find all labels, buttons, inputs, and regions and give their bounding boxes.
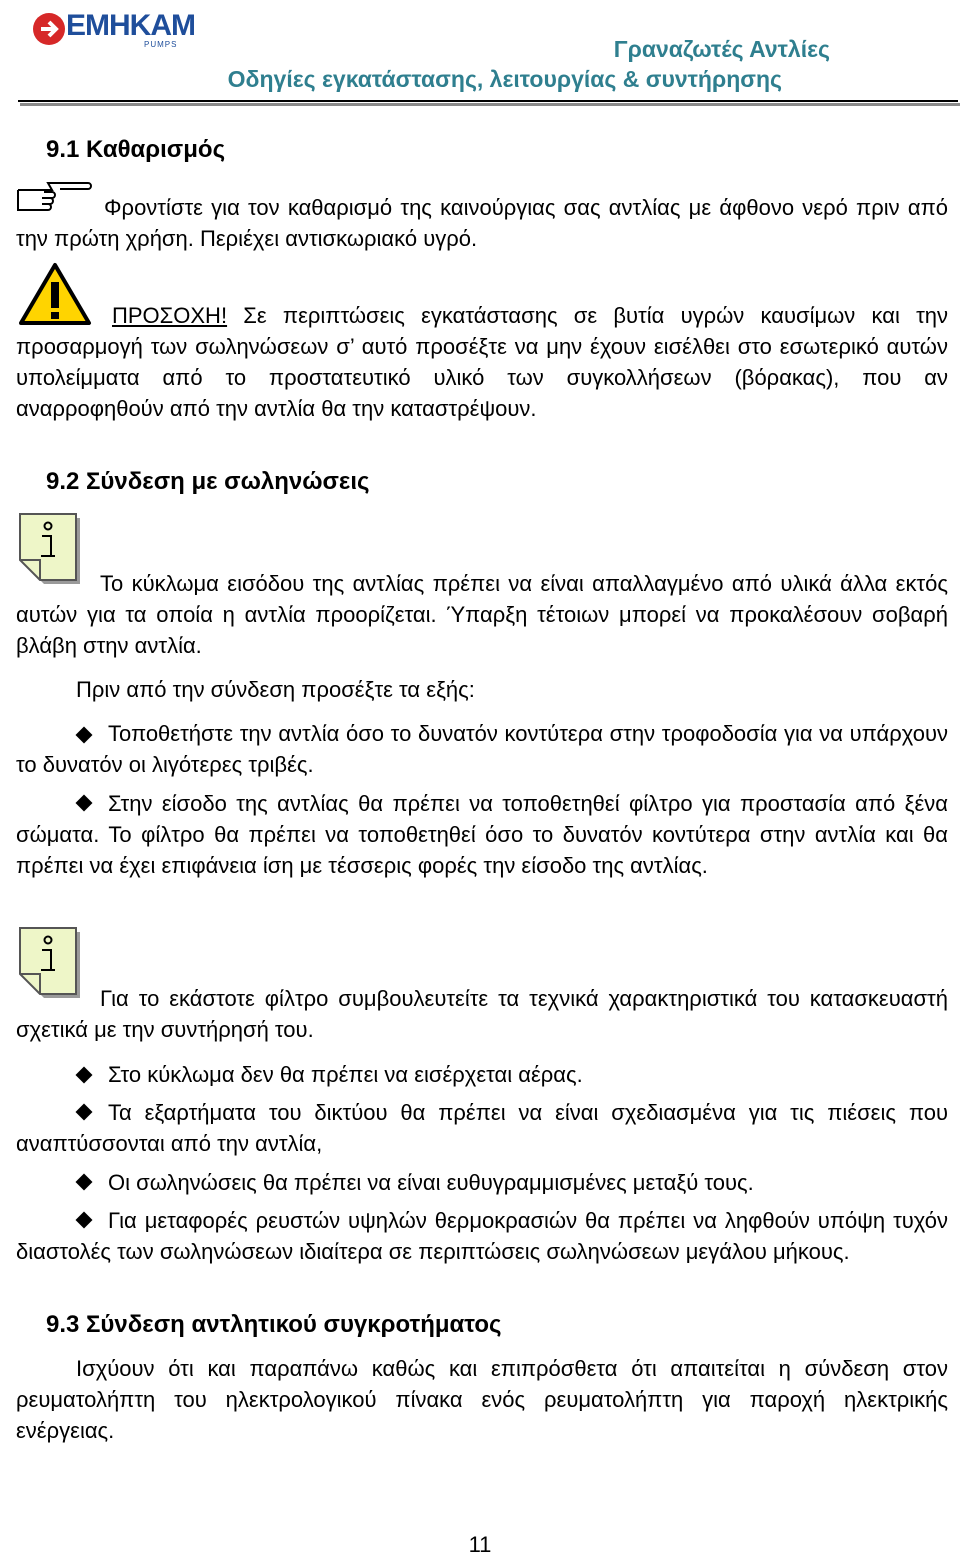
warning-label: ΠΡΟΣΟΧΗ! — [112, 303, 228, 328]
logo-text: EMHKAM — [66, 9, 195, 42]
list-item: Για μεταφορές ρευστών υψηλών θερμοκρασιών θα πρέπει να ληφθούν υπόψη τυχόν διαστολές των σωληνώσεων ιδιαίτερα σε περιπτώσεις σωληνώσεων μεγάλου μήκους. — [16, 1208, 948, 1264]
cleaning-note: Φροντίστε για τον καθαρισμό της καινούργιας σας αντλίας με άφθονο νερό πριν από την πρώτη χρήση. Περιέχει αντισκωριακό υγρό. — [16, 195, 948, 251]
list-item: Οι σωληνώσεις θα πρέπει να είναι ευθυγραμμισμένες μεταξύ τους. — [108, 1170, 754, 1195]
page-number: 11 — [468, 1532, 492, 1557]
section-9-3-paragraph: Ισχύουν ότι και παραπάνω καθώς και επιπρόσθετα ότι απαιτείται η σύνδεση στον ρευματολήπτη του ηλεκτρολογικού πίνακα ενός ρευματολήπτη για παροχή ηλεκτρικής ενέργειας. — [16, 1356, 948, 1443]
document-subtitle: Οδηγίες εγκατάστασης, λειτουργίας & συντήρησης — [227, 66, 782, 92]
list-item: Τοποθετήστε την αντλία όσο το δυνατόν κοντύτερα στην τροφοδοσία για να υπάρχουν το δυνατόν οι λιγότερες τριβές. — [16, 721, 948, 777]
list-item: Στην είσοδο της αντλίας θα πρέπει να τοποθετηθεί φίλτρο για προστασία από ξένα σώματα. Το φίλτρο θα πρέπει να τοποθετηθεί όσο το δυνατόν κοντύτερα στην αντλία και θα πρέπει να έχει επιφάνεια ίση με τέσσερις φορές την είσοδο της αντλίας. — [16, 791, 948, 878]
header-divider — [18, 100, 958, 102]
section-heading-9-2: 9.2 Σύνδεση με σωληνώσεις — [46, 468, 370, 495]
list-item: Τα εξαρτήματα του δικτύου θα πρέπει να είναι σχεδιασμένα για τις πιέσεις που αναπτύσσονται από την αντλία, — [16, 1100, 948, 1156]
warning-paragraph — [16, 300, 948, 424]
list-item: Στο κύκλωμα δεν θα πρέπει να εισέρχεται αέρας. — [108, 1062, 583, 1087]
section-heading-9-1: 9.1 Καθαρισμός — [46, 136, 226, 163]
logo-subtext: PUMPS — [144, 40, 178, 49]
info-paragraph-1: Το κύκλωμα εισόδου της αντλίας πρέπει να είναι απαλλαγμένο από υλικά άλλα εκτός αυτών για τα οποία η αντλία προορίζεται. Ύπαρξη τέτοιων μπορεί να προκαλέσουν σοβαρή βλάβη στην αντλία. — [16, 571, 948, 658]
section-heading-9-3: 9.3 Σύνδεση αντλητικού συγκροτήματος — [46, 1311, 502, 1338]
logo-mark-icon — [32, 12, 66, 46]
info-paragraph-2: Για το εκάστοτε φίλτρο συμβουλευτείτε τα τεχνικά χαρακτηριστικά του κατασκευαστή σχετικά με την συντήρησή του. — [16, 986, 948, 1042]
document-title: Γραναζωτές Αντλίες — [613, 36, 830, 62]
before-connection-text: Πριν από την σύνδεση προσέξτε τα εξής: — [76, 677, 475, 702]
company-logo — [32, 9, 195, 49]
warning-text: Σε περιπτώσεις εγκατάστασης σε βυτία υγρών καυσίμων και την προσαρμογή των σωληνώσεων σ’ αυτό προσέξτε να μην έχουν εισέλθει στο εσωτερικό αυτών υπολείμματα από το προστατευτικό υλικό των συγκολλήσεων (βόρακας), που αν αναρροφηθούν από την αντλία θα την καταστρέψουν. — [16, 303, 948, 421]
header-divider-shadow — [20, 103, 960, 106]
